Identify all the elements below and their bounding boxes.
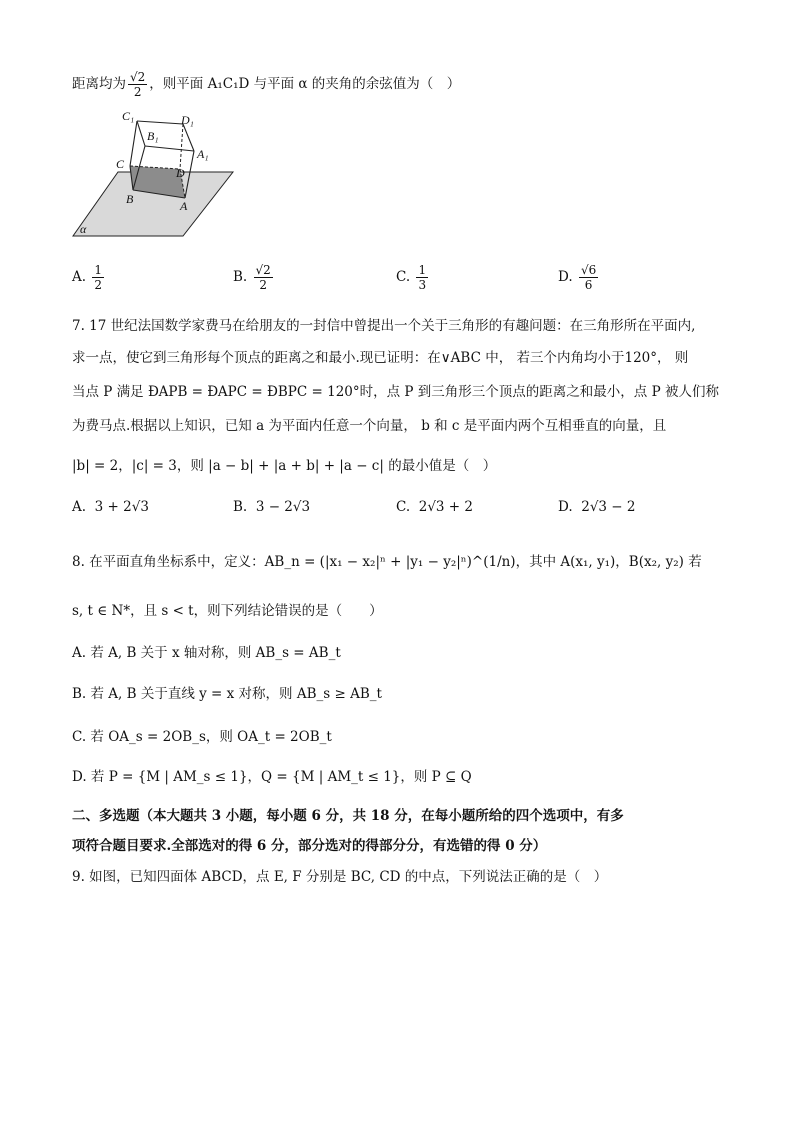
label-D1: D₁ [181, 113, 194, 127]
q9-line-1: 9. 如图，已知四面体 ABCD，点 E, F 分别是 BC, CD 的中点，下列说法正确的是（ ） [72, 869, 608, 885]
q6-option-a[interactable]: A. $\frac{1}{2}$ [72, 263, 102, 292]
section2-heading-1: 二、多选题（本大题共 3 小题，每小题 6 分，共 18 分，在每小题所给的四个选项中，有多 [72, 808, 624, 824]
q6-intro-pre: 距离均为 [72, 76, 126, 92]
label-A: A [180, 199, 188, 213]
section2-heading-2: 项符合题目要求.全部选对的得 6 分，部分选对的得部分分，有选错的得 0 分） [72, 838, 547, 854]
label-B1: B₁ [147, 129, 159, 143]
q7-option-b[interactable]: B. 3 − 2√3 [233, 499, 311, 515]
q8-line-1: 8. 在平面直角坐标系中，定义：AB_n = (|x₁ − x₂|ⁿ + |y₁ − y₂|ⁿ)^(1/n)，其中 A(x₁, y₁)，B(x₂, y₂) 若 [72, 554, 702, 570]
label-C: C [116, 157, 125, 171]
q7-line-2: 求一点，使它到三角形每个顶点的距离之和最小.现已证明：在∨ABC 中， 若三个内角均小于120°， 则 [72, 350, 689, 366]
label-A1: A₁ [197, 147, 209, 161]
label-D: D [176, 166, 185, 180]
q7-line-5: |b| = 2，|c| = 3，则 |a − b| + |a + b| + |a − c| 的最小值是（ ） [72, 458, 497, 474]
q8-option-a[interactable]: A. 若 A, B 关于 x 轴对称，则 AB_s = AB_t [72, 645, 341, 661]
q6-figure [70, 106, 245, 241]
q6-option-c[interactable]: C. $\frac{1}{3}$ [396, 263, 427, 292]
q7-option-a[interactable]: A. 3 + 2√3 [72, 499, 149, 515]
q6-intro-post: ，则平面 A₁C₁D 与平面 α 的夹角的余弦值为（ ） [149, 76, 461, 92]
q8-line-2: s, t ∈ N*，且 s < t，则下列结论错误的是（ ） [72, 603, 383, 619]
q6-option-d[interactable]: D. $\frac{√6}{6}$ [558, 263, 597, 292]
q7-line-1: 7. 17 世纪法国数学家费马在给朋友的一封信中曾提出一个关于三角形的有趣问题：在三角形所在平面内, [72, 318, 696, 334]
q8-option-b[interactable]: B. 若 A, B 关于直线 y = x 对称，则 AB_s ≥ AB_t [72, 686, 382, 702]
label-B: B [126, 192, 134, 206]
q7-line-3: 当点 P 满足 ÐAPB = ÐAPC = ÐBPC = 120°时，点 P 到三角形三个顶点的距离之和最小，点 P 被人们称 [72, 384, 719, 400]
q8-option-d[interactable]: D. 若 P = {M | AM_s ≤ 1}，Q = {M | AM_t ≤ 1}，则 P ⊆ Q [72, 769, 472, 785]
q7-option-d[interactable]: D. 2√3 − 2 [558, 499, 636, 515]
q7-line-4: 为费马点.根据以上知识，已知 a 为平面内任意一个向量， b 和 c 是平面内两个互相垂直的向量，且 [72, 418, 667, 434]
q6-option-b[interactable]: B. $\frac{√2}{2}$ [233, 263, 271, 292]
label-alpha: α [80, 222, 87, 236]
q8-option-c[interactable]: C. 若 OA_s = 2OB_s，则 OA_t = 2OB_t [72, 729, 332, 745]
label-C1: C₁ [122, 109, 135, 123]
q7-option-c[interactable]: C. 2√3 + 2 [396, 499, 473, 515]
q6-intro [72, 70, 460, 99]
q6-intro-fraction: $\frac{√2}{2}$ [130, 70, 146, 99]
